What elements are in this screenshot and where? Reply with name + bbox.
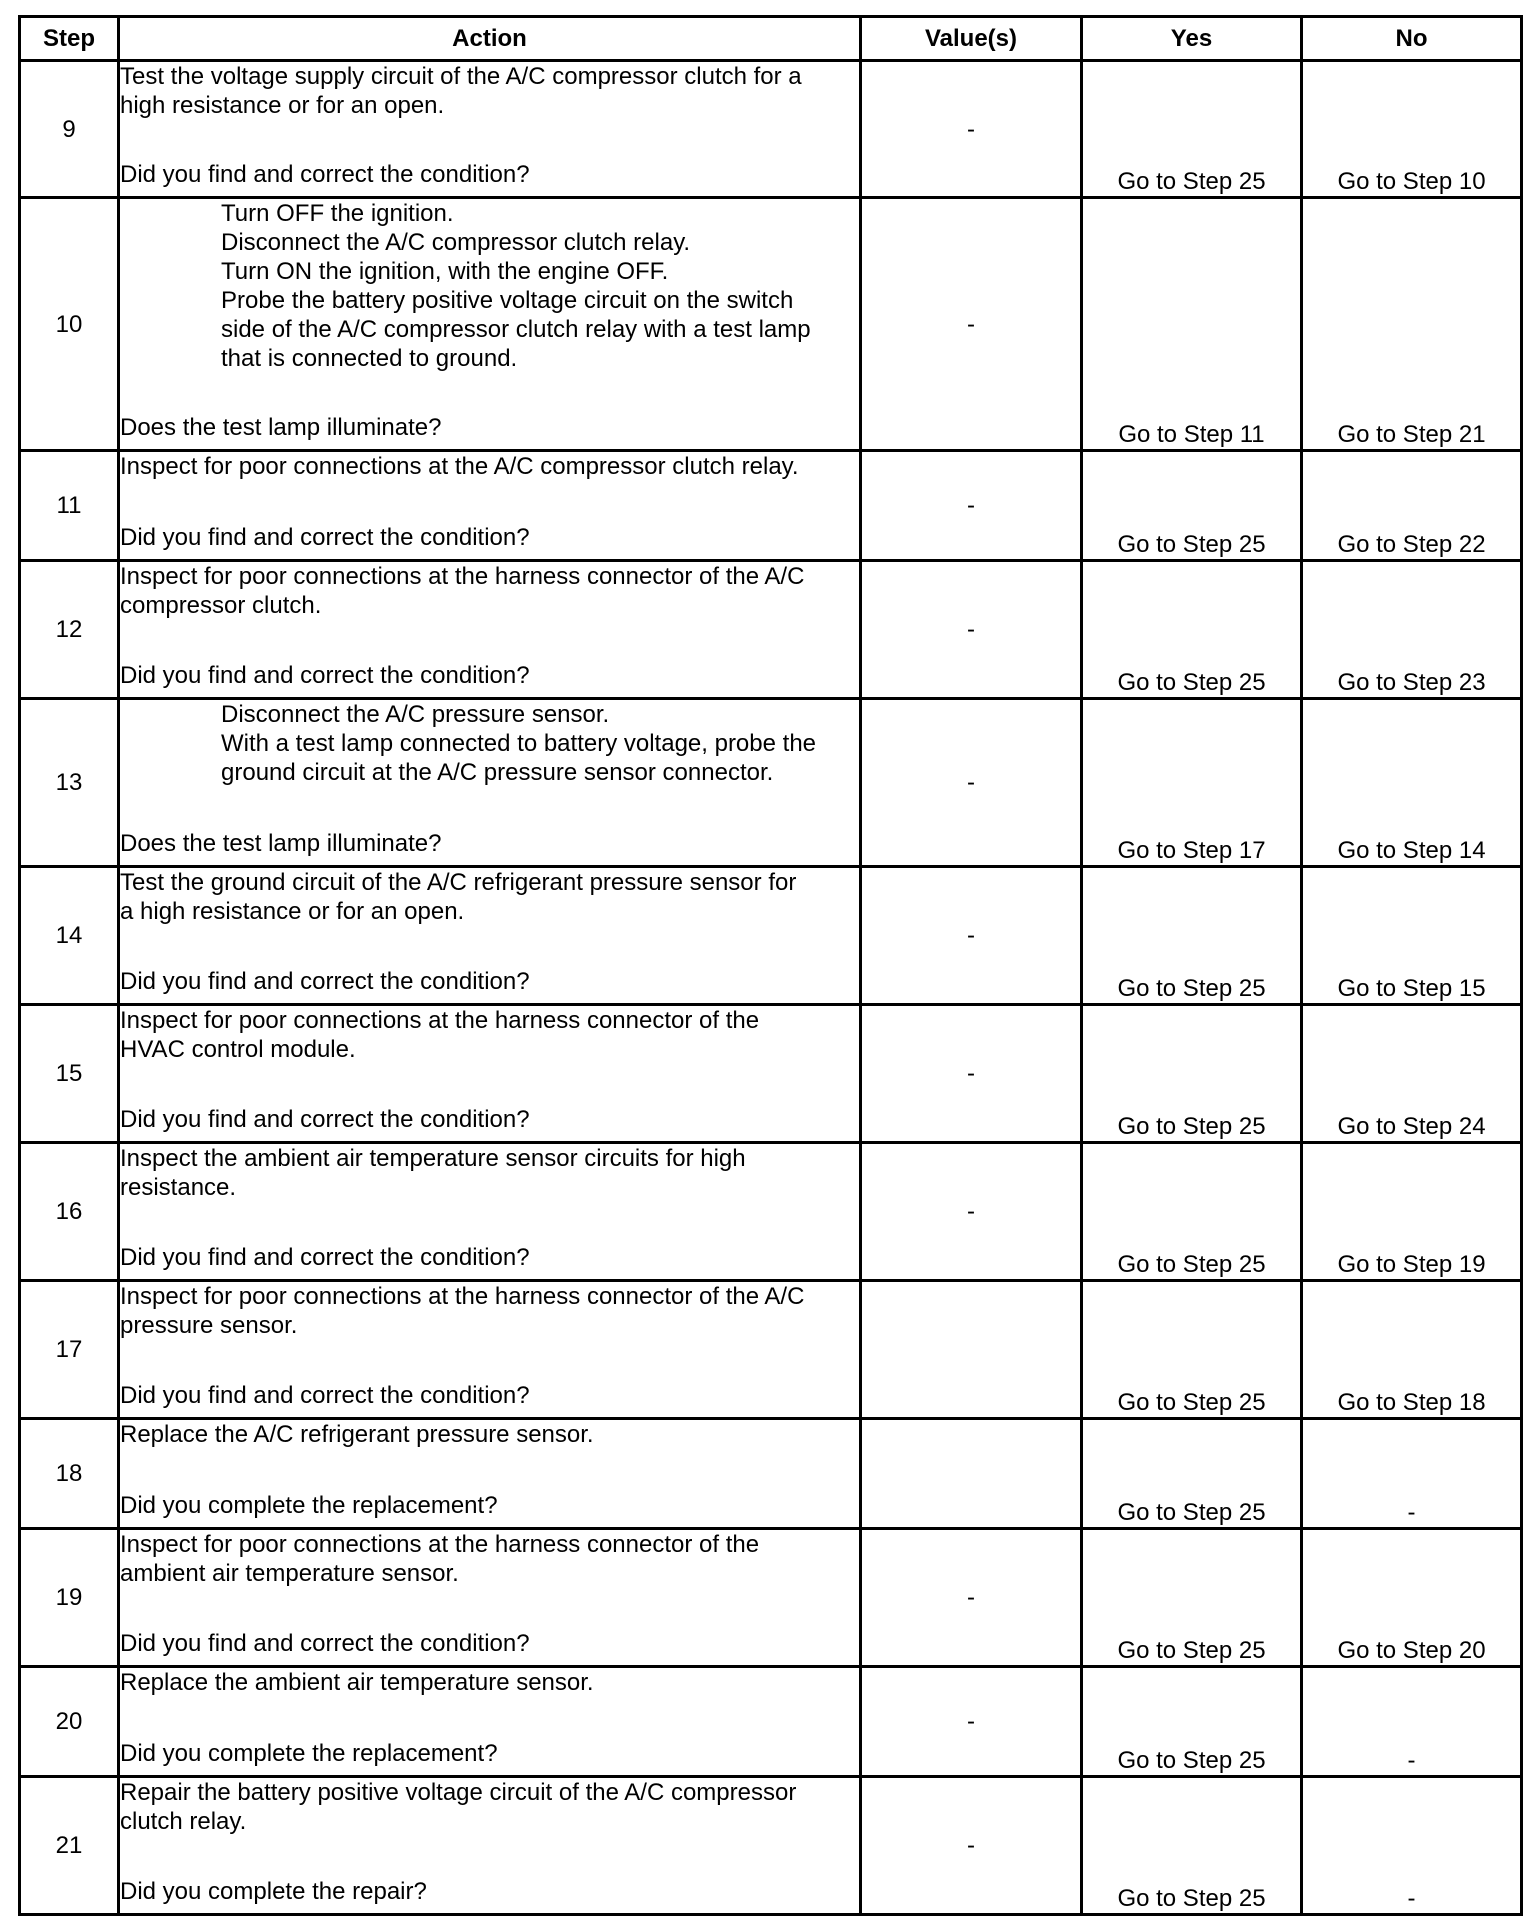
table-row xyxy=(20,1529,1522,1667)
action-step-list xyxy=(120,199,859,373)
action-question: Did you find and correct the condition? xyxy=(120,1106,530,1133)
action-step-line: Turn ON the ignition, with the engine OFF. xyxy=(221,258,669,285)
action-question: Did you find and correct the condition? xyxy=(120,662,530,689)
action-instructions xyxy=(120,868,859,926)
action-text-line: Test the voltage supply circuit of the A/C compressor clutch for a xyxy=(120,63,802,90)
action-question: Did you find and correct the condition? xyxy=(120,968,530,995)
action-question: Did you find and correct the condition? xyxy=(120,1382,530,1409)
action-question: Did you complete the replacement? xyxy=(120,1740,498,1767)
no-cell: - xyxy=(1302,1419,1522,1529)
action-question: Did you find and correct the condition? xyxy=(120,161,530,188)
action-instructions xyxy=(120,199,859,373)
action-instructions xyxy=(120,700,859,787)
yes-cell: Go to Step 17 xyxy=(1082,699,1302,867)
header-yes: Yes xyxy=(1082,17,1302,61)
action-instructions xyxy=(120,1006,859,1064)
action-question: Did you find and correct the condition? xyxy=(120,1630,530,1657)
value-cell: - xyxy=(861,1143,1082,1281)
action-question: Did you find and correct the condition? xyxy=(120,524,530,551)
step-number-cell: 11 xyxy=(20,451,119,561)
action-question: Does the test lamp illuminate? xyxy=(120,414,442,441)
yes-cell: Go to Step 25 xyxy=(1082,1281,1302,1419)
value-cell: - xyxy=(861,561,1082,699)
yes-cell: Go to Step 25 xyxy=(1082,1005,1302,1143)
action-step-line: With a test lamp connected to battery voltage, probe the xyxy=(221,730,817,757)
step-number-cell: 10 xyxy=(20,198,119,451)
action-question: Did you find and correct the condition? xyxy=(120,1244,530,1271)
value-cell: - xyxy=(861,451,1082,561)
yes-cell: Go to Step 25 xyxy=(1082,451,1302,561)
action-text-line: high resistance or for an open. xyxy=(120,92,445,119)
yes-cell: Go to Step 25 xyxy=(1082,61,1302,198)
table-row xyxy=(20,1419,1522,1529)
action-cell xyxy=(119,1529,861,1667)
action-text-line: Replace the ambient air temperature sensor. xyxy=(120,1669,594,1696)
step-number-cell: 12 xyxy=(20,561,119,699)
action-question: Does the test lamp illuminate? xyxy=(120,830,442,857)
action-instructions xyxy=(120,452,859,481)
action-text-line: a high resistance or for an open. xyxy=(120,898,465,925)
yes-cell: Go to Step 25 xyxy=(1082,561,1302,699)
action-instructions xyxy=(120,1530,859,1588)
action-cell xyxy=(119,1419,861,1529)
header-values: Value(s) xyxy=(861,17,1082,61)
diagnostic-table xyxy=(18,15,1523,1916)
action-step-line: side of the A/C compressor clutch relay with a test lamp xyxy=(221,316,811,343)
table-row xyxy=(20,699,1522,867)
value-cell: - xyxy=(861,61,1082,198)
action-step-line: Probe the battery positive voltage circuit on the switch xyxy=(221,287,794,314)
header-no: No xyxy=(1302,17,1522,61)
no-cell: Go to Step 22 xyxy=(1302,451,1522,561)
action-question: Did you complete the replacement? xyxy=(120,1492,498,1519)
table-body xyxy=(20,61,1522,1915)
no-cell: Go to Step 18 xyxy=(1302,1281,1522,1419)
table-row xyxy=(20,1777,1522,1915)
no-cell: Go to Step 15 xyxy=(1302,867,1522,1005)
action-step-line: Disconnect the A/C compressor clutch relay. xyxy=(221,229,691,256)
no-cell: Go to Step 20 xyxy=(1302,1529,1522,1667)
step-number-cell: 15 xyxy=(20,1005,119,1143)
action-text-line: HVAC control module. xyxy=(120,1036,356,1063)
table-row xyxy=(20,198,1522,451)
action-cell xyxy=(119,451,861,561)
step-number-cell: 13 xyxy=(20,699,119,867)
action-text-line: clutch relay. xyxy=(120,1808,247,1835)
no-cell: Go to Step 21 xyxy=(1302,198,1522,451)
table-row xyxy=(20,1667,1522,1777)
value-cell xyxy=(861,1281,1082,1419)
value-cell: - xyxy=(861,1005,1082,1143)
no-cell: Go to Step 19 xyxy=(1302,1143,1522,1281)
value-cell xyxy=(861,1419,1082,1529)
action-text-line: pressure sensor. xyxy=(120,1312,298,1339)
value-cell: - xyxy=(861,1777,1082,1915)
action-instructions xyxy=(120,562,859,620)
action-step-line: Turn OFF the ignition. xyxy=(221,200,454,227)
action-step-line: that is connected to ground. xyxy=(221,345,518,372)
yes-cell: Go to Step 11 xyxy=(1082,198,1302,451)
no-cell: Go to Step 23 xyxy=(1302,561,1522,699)
action-instructions xyxy=(120,1420,859,1449)
yes-cell: Go to Step 25 xyxy=(1082,1777,1302,1915)
header-step: Step xyxy=(20,17,119,61)
action-step-list xyxy=(120,700,859,787)
action-text-line: ambient air temperature sensor. xyxy=(120,1560,459,1587)
action-text-line: compressor clutch. xyxy=(120,592,322,619)
action-instructions xyxy=(120,62,859,120)
value-cell: - xyxy=(861,1667,1082,1777)
action-text-line: Test the ground circuit of the A/C refrigerant pressure sensor for xyxy=(120,869,797,896)
value-cell: - xyxy=(861,1529,1082,1667)
action-cell xyxy=(119,61,861,198)
table-row xyxy=(20,451,1522,561)
action-cell xyxy=(119,1281,861,1419)
step-number-cell: 16 xyxy=(20,1143,119,1281)
action-text-line: Inspect for poor connections at the harness connector of the A/C xyxy=(120,563,805,590)
value-cell: - xyxy=(861,867,1082,1005)
header-action: Action xyxy=(119,17,861,61)
action-cell xyxy=(119,1143,861,1281)
yes-cell: Go to Step 25 xyxy=(1082,1419,1302,1529)
step-number-cell: 18 xyxy=(20,1419,119,1529)
action-text-line: Repair the battery positive voltage circuit of the A/C compressor xyxy=(120,1779,797,1806)
no-cell: Go to Step 24 xyxy=(1302,1005,1522,1143)
action-cell xyxy=(119,867,861,1005)
yes-cell: Go to Step 25 xyxy=(1082,1667,1302,1777)
table-row xyxy=(20,1005,1522,1143)
table-row xyxy=(20,1281,1522,1419)
action-cell xyxy=(119,1667,861,1777)
action-text-line: Inspect for poor connections at the harness connector of the A/C xyxy=(120,1283,805,1310)
action-text-line: Inspect for poor connections at the harness connector of the xyxy=(120,1007,760,1034)
table-row xyxy=(20,867,1522,1005)
table-row xyxy=(20,1143,1522,1281)
action-cell xyxy=(119,561,861,699)
value-cell: - xyxy=(861,198,1082,451)
action-instructions xyxy=(120,1144,859,1202)
yes-cell: Go to Step 25 xyxy=(1082,867,1302,1005)
no-cell: - xyxy=(1302,1667,1522,1777)
step-number-cell: 21 xyxy=(20,1777,119,1915)
action-instructions xyxy=(120,1282,859,1340)
no-cell: - xyxy=(1302,1777,1522,1915)
yes-cell: Go to Step 25 xyxy=(1082,1143,1302,1281)
step-number-cell: 14 xyxy=(20,867,119,1005)
table-row xyxy=(20,61,1522,198)
no-cell: Go to Step 14 xyxy=(1302,699,1522,867)
action-step-line: Disconnect the A/C pressure sensor. xyxy=(221,701,610,728)
action-text-line: Replace the A/C refrigerant pressure sensor. xyxy=(120,1421,594,1448)
step-number-cell: 20 xyxy=(20,1667,119,1777)
action-text-line: Inspect for poor connections at the A/C compressor clutch relay. xyxy=(120,453,799,480)
action-cell xyxy=(119,1005,861,1143)
action-instructions xyxy=(120,1668,859,1697)
action-text-line: resistance. xyxy=(120,1174,237,1201)
no-cell: Go to Step 10 xyxy=(1302,61,1522,198)
action-cell xyxy=(119,198,861,451)
table-row xyxy=(20,561,1522,699)
value-cell: - xyxy=(861,699,1082,867)
yes-cell: Go to Step 25 xyxy=(1082,1529,1302,1667)
action-text-line: Inspect for poor connections at the harness connector of the xyxy=(120,1531,760,1558)
step-number-cell: 9 xyxy=(20,61,119,198)
action-question: Did you complete the repair? xyxy=(120,1878,427,1905)
action-instructions xyxy=(120,1778,859,1836)
action-cell xyxy=(119,1777,861,1915)
step-number-cell: 17 xyxy=(20,1281,119,1419)
table-header-row xyxy=(20,17,1522,61)
action-step-line: ground circuit at the A/C pressure sensor connector. xyxy=(221,759,774,786)
action-text-line: Inspect the ambient air temperature sensor circuits for high xyxy=(120,1145,746,1172)
step-number-cell: 19 xyxy=(20,1529,119,1667)
action-cell xyxy=(119,699,861,867)
